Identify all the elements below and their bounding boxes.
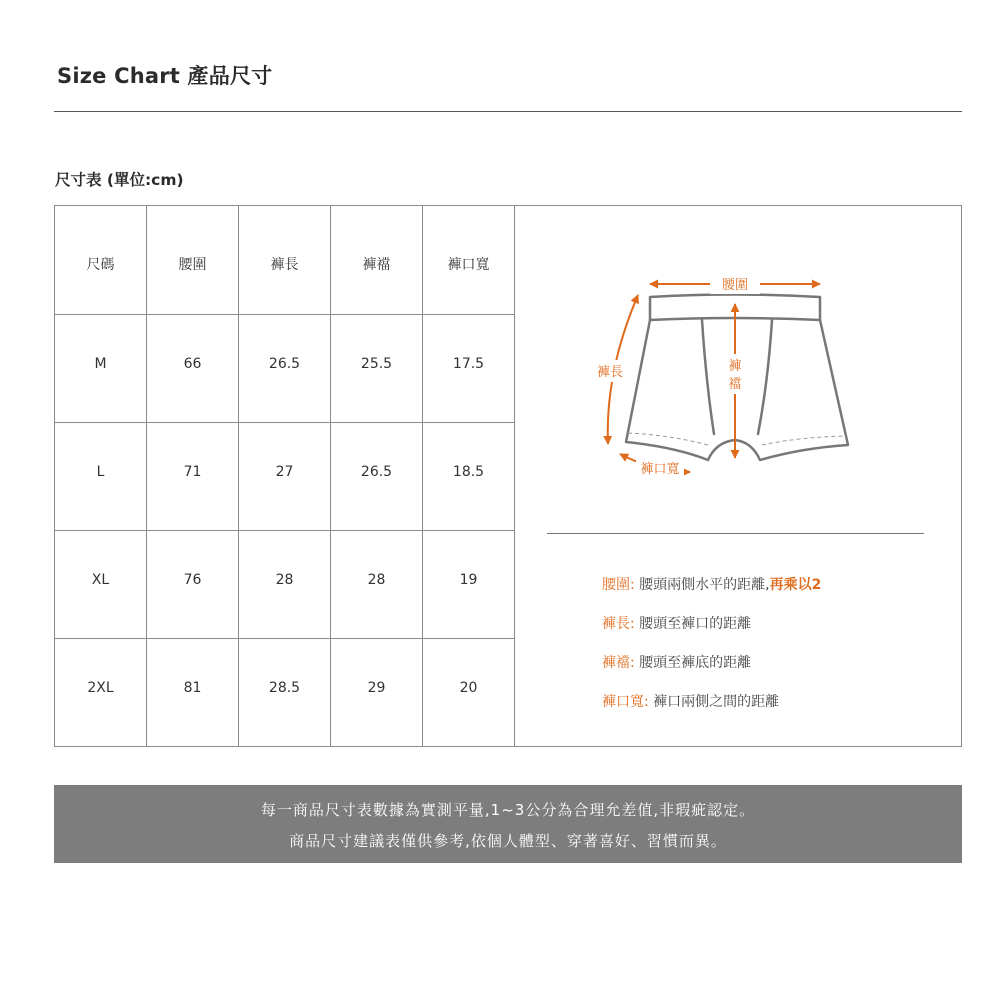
legend-item-waist: 腰圍: 腰頭兩側水平的距離,再乘以2 <box>602 577 822 593</box>
disclaimer-banner <box>54 785 962 863</box>
table-cell: 81 <box>147 638 239 746</box>
table-cell: 18.5 <box>423 422 515 530</box>
table-cell: 71 <box>147 422 239 530</box>
table-cell: 28.5 <box>239 638 331 746</box>
legend-term: 腰圍 <box>602 577 630 593</box>
table-cell: 27 <box>239 422 331 530</box>
table-cell: 26.5 <box>331 422 423 530</box>
table-cell: 76 <box>147 530 239 638</box>
table-cell: 19 <box>423 530 515 638</box>
legend-divider <box>547 533 924 534</box>
legend-item-length: 褲長: 腰頭至褲口的距離 <box>602 616 752 632</box>
legend-description: 腰頭至褲口的距離 <box>639 616 752 632</box>
table-cell: L <box>55 422 147 530</box>
legend-description: 腰頭兩側水平的距離, <box>639 577 770 593</box>
legend-term: 褲長 <box>602 616 630 632</box>
legend-emphasis: 再乘以2 <box>769 577 822 593</box>
rise-label-bottom: 襠 <box>728 377 742 392</box>
column-header-size: 尺碼 <box>55 206 147 314</box>
table-cell: XL <box>55 530 147 638</box>
table-cell: 20 <box>423 638 515 746</box>
table-cell: 17.5 <box>423 314 515 422</box>
legend-term: 褲襠 <box>602 655 630 671</box>
table-cell: 28 <box>239 530 331 638</box>
disclaimer-line-1: 每一商品尺寸表數據為實測平量,1~3公分為合理允差值,非瑕疵認定。 <box>260 801 756 819</box>
table-cell: 66 <box>147 314 239 422</box>
table-cell: 28 <box>331 530 423 638</box>
rise-label-top: 褲 <box>728 359 742 374</box>
column-header-leg-opening: 褲口寬 <box>423 206 515 314</box>
legend-item-leg-opening: 褲口寬: 褲口兩側之間的距離 <box>602 694 780 710</box>
measurement-legend <box>602 574 821 730</box>
leg-opening-label: 褲口寬 <box>640 462 680 477</box>
table-cell: 2XL <box>55 638 147 746</box>
table-cell: 29 <box>331 638 423 746</box>
waist-label: 腰圍 <box>721 278 749 293</box>
column-header-rise: 褲襠 <box>331 206 423 314</box>
legend-term: 褲口寬 <box>602 694 644 710</box>
legend-description: 腰頭至褲底的距離 <box>639 655 752 671</box>
table-cell: 26.5 <box>239 314 331 422</box>
legend-description: 褲口兩側之間的距離 <box>653 694 780 710</box>
legend-area <box>54 205 960 745</box>
column-header-waist: 腰圍 <box>147 206 239 314</box>
table-cell: M <box>55 314 147 422</box>
legend-item-rise: 褲襠: 腰頭至褲底的距離 <box>602 655 752 671</box>
length-label: 褲長 <box>596 365 624 380</box>
disclaimer-line-2: 商品尺寸建議表僅供參考,依個人體型、穿著喜好、習慣而異。 <box>289 832 727 850</box>
table-cell: 25.5 <box>331 314 423 422</box>
column-header-length: 褲長 <box>239 206 331 314</box>
title-divider <box>54 111 962 112</box>
size-table-caption: 尺寸表 (單位:cm) <box>55 171 184 189</box>
page-title: Size Chart 產品尺寸 <box>57 64 273 88</box>
